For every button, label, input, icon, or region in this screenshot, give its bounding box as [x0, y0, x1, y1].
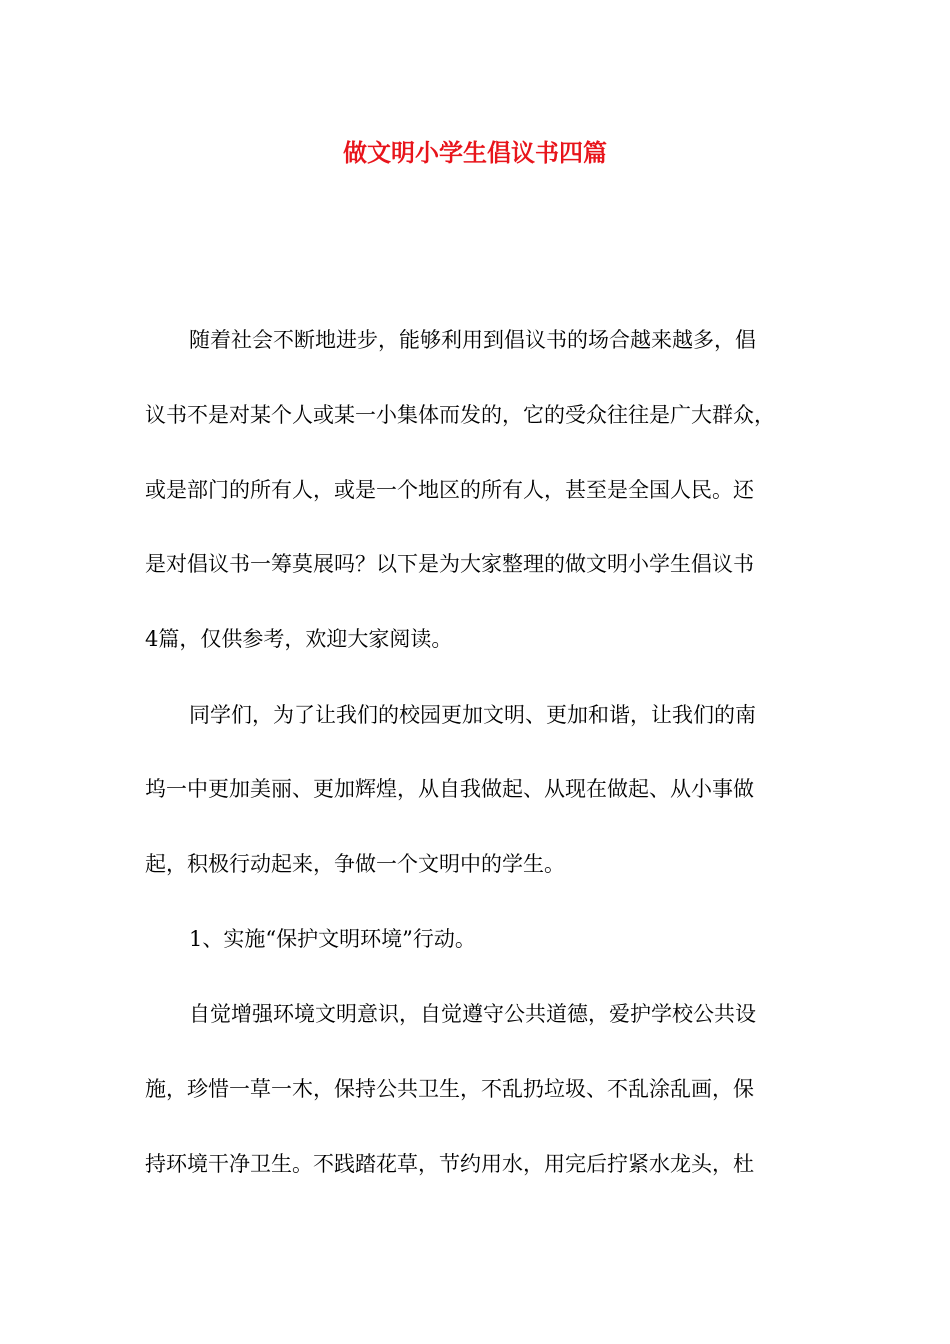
paragraph-line: 随着社会不断地进步，能够利用到倡议书的场合越来越多，倡	[189, 328, 756, 352]
document-title: 做文明小学生倡议书四篇	[343, 138, 607, 167]
paragraph-line: 坞一中更加美丽、更加辉煌，从自我做起、从现在做起、从小事做	[145, 777, 754, 801]
paragraph-line: 施，珍惜一草一木，保持公共卫生，不乱扔垃圾、不乱涂乱画，保	[145, 1077, 754, 1101]
section-heading: 1、实施“保护文明环境”行动。	[189, 927, 476, 951]
paragraph-line: 议书不是对某个人或某一小集体而发的，它的受众往往是广大群众，	[145, 403, 775, 427]
paragraph-line: 或是部门的所有人，或是一个地区的所有人，甚至是全国人民。还	[145, 478, 754, 502]
paragraph-line: 同学们，为了让我们的校园更加文明、更加和谐，让我们的南	[189, 703, 756, 727]
paragraph-line: 自觉增强环境文明意识，自觉遵守公共道德，爱护学校公共设	[189, 1002, 756, 1026]
paragraph-line: 起，积极行动起来，争做一个文明中的学生。	[145, 852, 565, 876]
paragraph-line: 持环境干净卫生。不践踏花草，节约用水，用完后拧紧水龙头，杜	[145, 1152, 754, 1176]
paragraph-line: 是对倡议书一筹莫展吗？以下是为大家整理的做文明小学生倡议书	[145, 552, 754, 576]
paragraph-line: 4篇，仅供参考，欢迎大家阅读。	[145, 627, 453, 651]
